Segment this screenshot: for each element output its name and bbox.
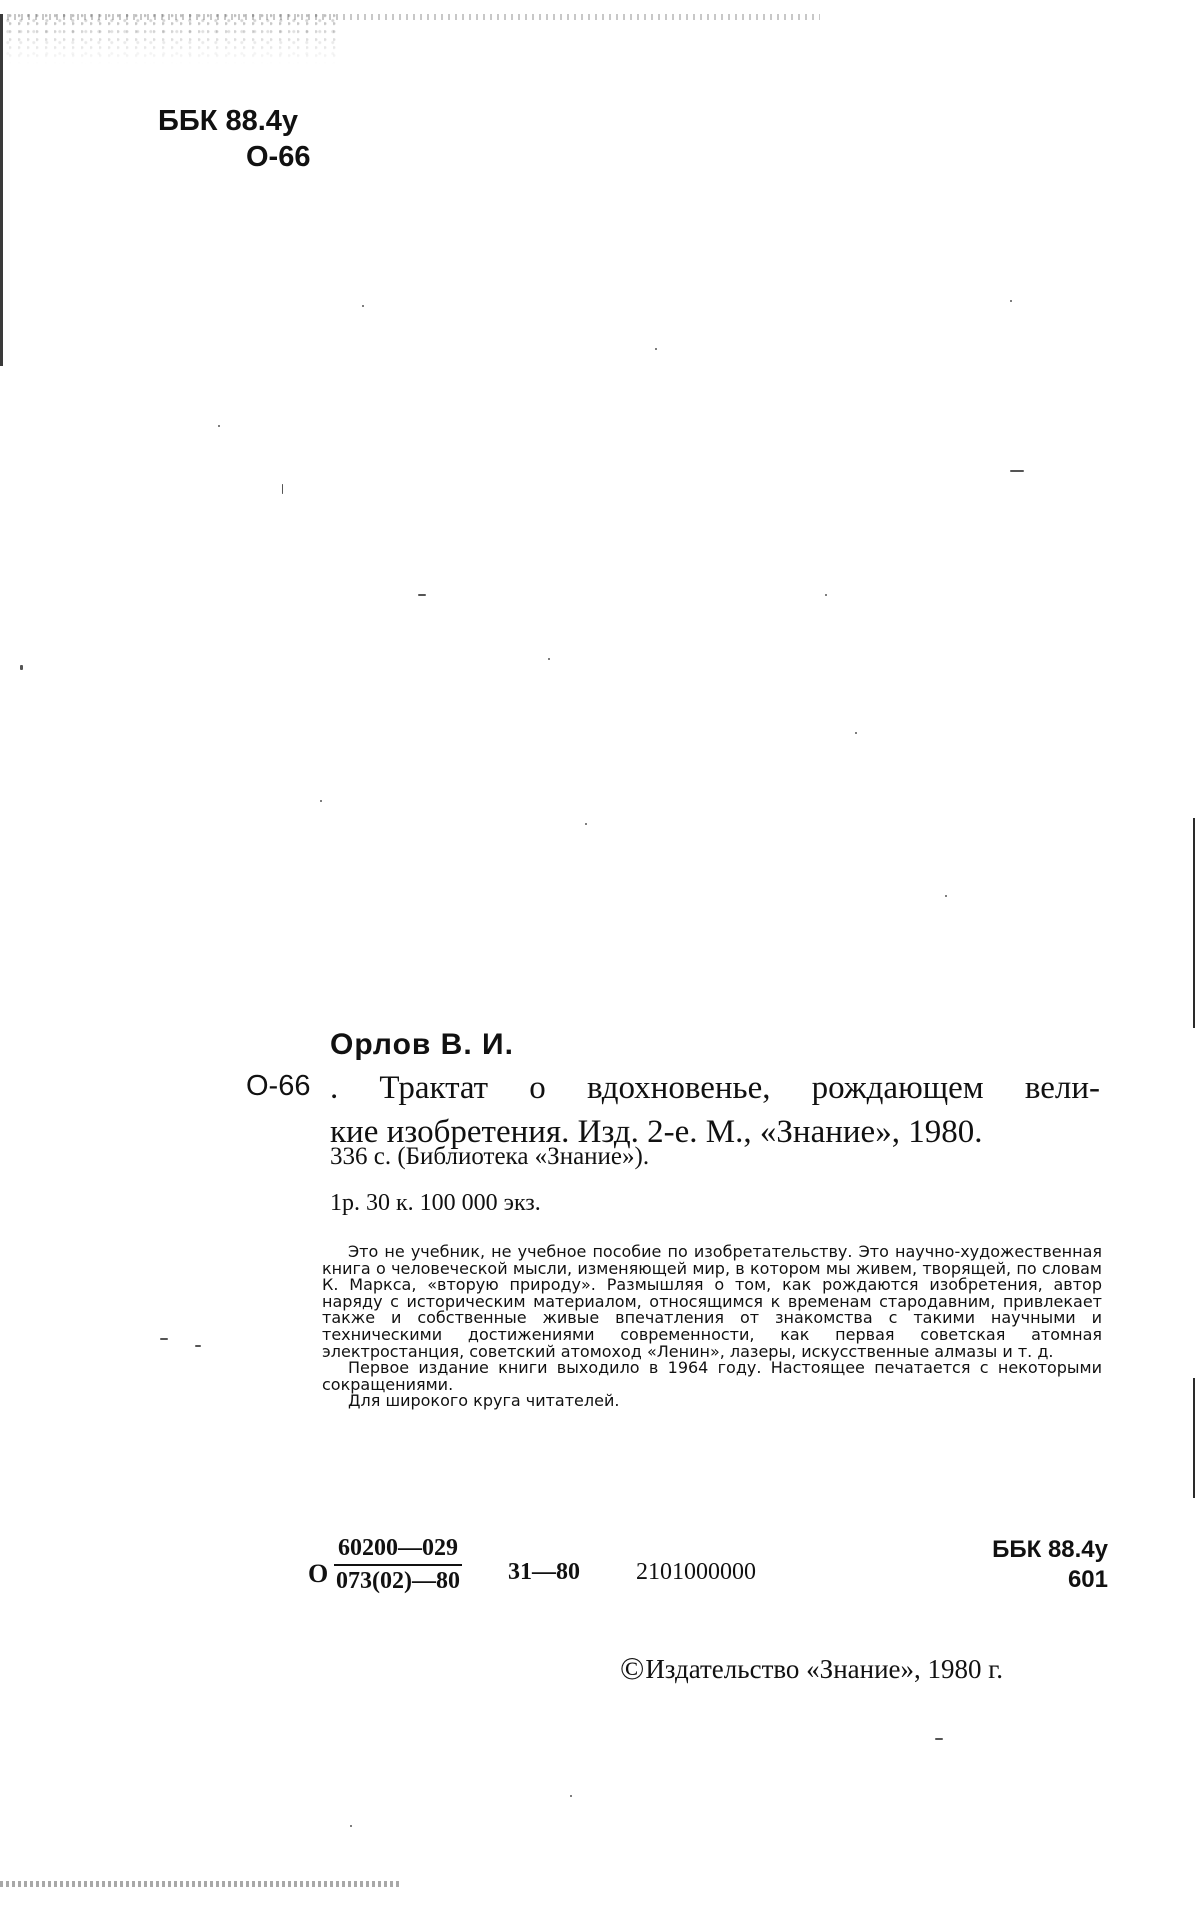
book-title bbox=[330, 1066, 1100, 1154]
annotation-paragraph: Первое издание книги выходило в 1964 году. Настоящее печатается с некоторыми сокращениями. bbox=[322, 1358, 1102, 1394]
series-info: 336 с. (Библиотека «Знание»). bbox=[330, 1143, 650, 1170]
copyright-icon: © bbox=[620, 1650, 645, 1686]
scan-edge-left bbox=[0, 14, 3, 366]
catalog-number: 2101000000 bbox=[636, 1559, 756, 1585]
scan-speck bbox=[320, 800, 322, 802]
code-prefix: О bbox=[308, 1559, 329, 1588]
scan-speck bbox=[570, 1795, 572, 1797]
scan-speck bbox=[585, 823, 587, 825]
bbk-footer-code: ББК 88.4у bbox=[992, 1536, 1108, 1563]
price-print-run: 1р. 30 к. 100 000 экз. bbox=[330, 1190, 541, 1216]
scan-edge-bottom bbox=[0, 1881, 400, 1887]
annotation-paragraph: Для широкого круга читателей. bbox=[348, 1391, 620, 1411]
bbk-footer bbox=[992, 1535, 1108, 1595]
scan-speck bbox=[218, 425, 220, 427]
bbk-header bbox=[158, 103, 310, 175]
scan-speck bbox=[1010, 300, 1012, 302]
title-line: кие изобретения. Изд. 2-е. М., «Знание», 1980. bbox=[330, 1114, 983, 1150]
title-line: . Трактат о вдохновенье, рождающем вели- bbox=[330, 1070, 1100, 1106]
copyright-text: Издательство «Знание», 1980 г. bbox=[645, 1654, 1004, 1684]
scan-speck bbox=[160, 1338, 168, 1340]
scan-speck bbox=[20, 665, 23, 670]
scan-speck bbox=[935, 1738, 943, 1740]
scan-speck bbox=[655, 348, 657, 350]
scan-edge-right bbox=[1193, 1378, 1195, 1498]
author-name: Орлов В. И. bbox=[330, 1028, 514, 1061]
copyright-line bbox=[620, 1650, 1003, 1687]
author-mark-code: О-66 bbox=[246, 1070, 311, 1102]
scan-speck bbox=[195, 1345, 201, 1347]
scan-speck bbox=[282, 484, 283, 494]
bbk-code: ББК 88.4у bbox=[158, 105, 299, 137]
scan-speck bbox=[548, 658, 550, 660]
annotation-paragraph: Это не учебник, не учебное пособие по изобретательству. Это научно-художественная книга о человеческой мысли, изменяющей мир, в котором мы живем, творящей, по словам К. Маркса, «вторую природу». Размышляя о том, как рождаются изобретения, автор наряду с историческим материалом, относящимся к временам стародавним, привлекает также и собственные живые впечатления от знакомства с такими научными и техническими достижениями современности, как первая советская атомная электростанция, советский атомоход «Ленин», лазеры, искусственные алмазы и т. д. bbox=[322, 1242, 1102, 1361]
author-mark: О-66 bbox=[246, 141, 311, 173]
scan-speck bbox=[362, 305, 364, 307]
scan-speck bbox=[350, 1825, 352, 1827]
code-fraction bbox=[334, 1535, 462, 1595]
scan-edge-right bbox=[1193, 818, 1195, 1028]
scan-noise-corner bbox=[0, 14, 340, 64]
publication-codes bbox=[308, 1535, 1108, 1615]
scan-speck bbox=[1010, 470, 1024, 472]
scan-speck bbox=[945, 895, 947, 897]
scan-speck bbox=[418, 594, 426, 596]
annotation bbox=[322, 1244, 1102, 1410]
code-denominator: 073(02)—80 bbox=[336, 1568, 460, 1594]
scan-speck bbox=[825, 594, 827, 596]
code-numerator: 60200—029 bbox=[334, 1535, 462, 1566]
scan-speck bbox=[855, 732, 857, 734]
order-code: 31—80 bbox=[508, 1559, 580, 1585]
bbk-footer-sub: 601 bbox=[1067, 1566, 1108, 1593]
